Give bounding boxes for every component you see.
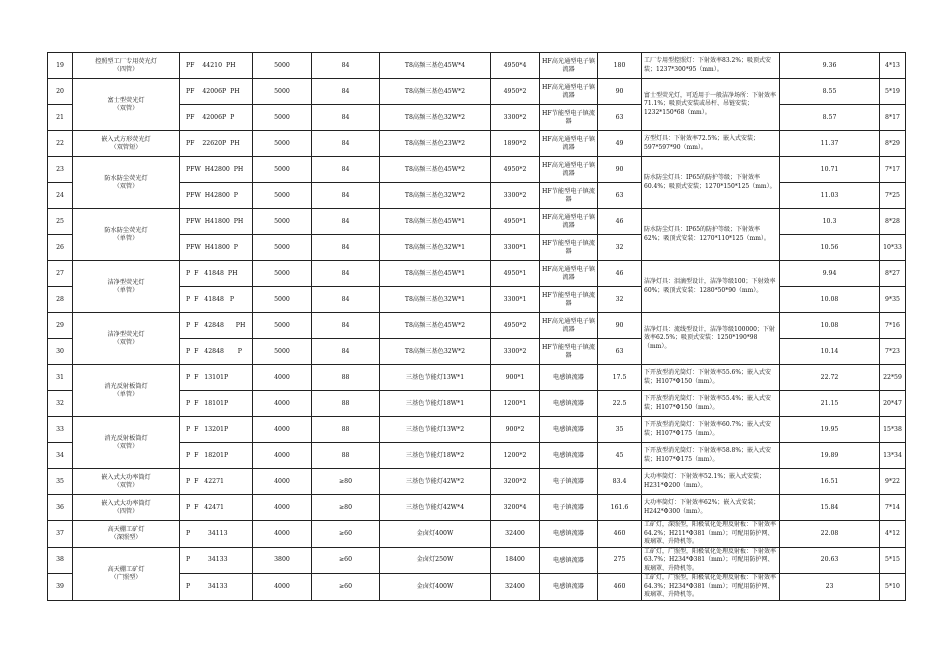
cell-eff: 22.72 <box>780 365 880 391</box>
cell-desc: 富士型荧光灯，可适用于一般洁净场所：下射效率71.1%；吸顶式安装或吊杆、吊链安装；1232*150*68（mm）。 <box>642 79 780 131</box>
cell-no: 20 <box>48 79 73 105</box>
cell-eff: 23 <box>780 574 880 601</box>
cell-ballast: HF节能型电子镇流器 <box>540 183 598 209</box>
cell-ballast: 电子镇流器 <box>540 469 598 495</box>
cell-ct: 5000 <box>253 261 312 287</box>
table-row <box>48 131 906 157</box>
cell-eff: 8.55 <box>780 79 880 105</box>
cell-name: 洁净型荧光灯 （单管） <box>73 261 180 313</box>
cell-lumen: 32400 <box>491 574 540 601</box>
cell-lamp: T8高频三基色45W*2 <box>380 157 491 183</box>
cell-ra: 84 <box>312 261 380 287</box>
cell-no: 25 <box>48 209 73 235</box>
cell-power: 90 <box>598 313 642 339</box>
table-row <box>48 79 906 105</box>
table-row <box>48 547 906 574</box>
cell-name: 消光反射板筒灯 （单管） <box>73 365 180 417</box>
cell-ct: 5000 <box>253 131 312 157</box>
cell-lamp: 金卤灯400W <box>380 574 491 601</box>
cell-no: 26 <box>48 235 73 261</box>
cell-eff: 19.89 <box>780 443 880 469</box>
cell-name: 富士型荧光灯 （双管） <box>73 79 180 131</box>
cell-ballast: 电感镇流器 <box>540 521 598 548</box>
cell-qty: 10*33 <box>880 235 906 261</box>
cell-eff: 10.56 <box>780 235 880 261</box>
cell-lamp: 三基色节能灯18W*1 <box>380 391 491 417</box>
cell-power: 180 <box>598 53 642 79</box>
cell-lamp: 三基色节能灯13W*1 <box>380 365 491 391</box>
cell-name: 高天棚工矿灯 （广照型） <box>73 547 180 600</box>
cell-ct: 4000 <box>253 469 312 495</box>
cell-no: 27 <box>48 261 73 287</box>
cell-lamp: T8高频三基色45W*2 <box>380 313 491 339</box>
cell-lumen: 3200*2 <box>491 469 540 495</box>
cell-ct: 4000 <box>253 495 312 521</box>
cell-qty: 7*16 <box>880 313 906 339</box>
cell-lumen: 3300*1 <box>491 287 540 313</box>
cell-desc: 下开放型消光筒灯：下射效率55.4%；嵌入式安装；H107*Φ150（mm）。 <box>642 391 780 417</box>
cell-ra: ≥60 <box>312 521 380 548</box>
cell-ra: ≥60 <box>312 547 380 574</box>
cell-eff: 10.08 <box>780 287 880 313</box>
cell-model: P F 42848 P <box>180 339 253 365</box>
cell-power: 90 <box>598 157 642 183</box>
cell-no: 22 <box>48 131 73 157</box>
cell-model: P F 42848 PH <box>180 313 253 339</box>
cell-lamp: T8高频三基色23W*2 <box>380 131 491 157</box>
cell-lumen: 900*2 <box>491 417 540 443</box>
cell-ct: 5000 <box>253 313 312 339</box>
cell-desc: 下开放型消光筒灯：下射效率60.7%；嵌入式安装；H107*Φ175（mm）。 <box>642 417 780 443</box>
cell-model: PFW H42800 P <box>180 183 253 209</box>
cell-no: 28 <box>48 287 73 313</box>
cell-desc: 洁净灯具：泪滴型设计，洁净等级100；下射效率60%；吸顶式安装：1280*50*90（mm）。 <box>642 261 780 313</box>
cell-eff: 9.94 <box>780 261 880 287</box>
cell-model: P 34113 <box>180 521 253 548</box>
cell-ra: 84 <box>312 313 380 339</box>
cell-ballast: HF高光通型电子镇流器 <box>540 53 598 79</box>
cell-ballast: HF节能型电子镇流器 <box>540 105 598 131</box>
cell-no: 34 <box>48 443 73 469</box>
cell-ballast: 电感镇流器 <box>540 391 598 417</box>
cell-desc: 工矿灯，广照型，阳极氧化处理反射板：下射效率64.3%；H234*Φ381（mm）；可配用防护网、玻璃罩、升降机等。 <box>642 574 780 601</box>
cell-qty: 9*22 <box>880 469 906 495</box>
cell-ballast: 电感镇流器 <box>540 547 598 574</box>
cell-qty: 7*25 <box>880 183 906 209</box>
cell-lumen: 4950*2 <box>491 313 540 339</box>
cell-model: P F 13101P <box>180 365 253 391</box>
cell-power: 17.5 <box>598 365 642 391</box>
cell-qty: 8*27 <box>880 261 906 287</box>
cell-ct: 5000 <box>253 235 312 261</box>
cell-desc: 下开放型消光筒灯：下射效率58.8%；嵌入式安装；H107*Φ175（mm）。 <box>642 443 780 469</box>
cell-eff: 11.03 <box>780 183 880 209</box>
cell-ra: ≥80 <box>312 469 380 495</box>
cell-qty: 9*35 <box>880 287 906 313</box>
cell-qty: 7*23 <box>880 339 906 365</box>
cell-eff: 22.08 <box>780 521 880 548</box>
cell-no: 39 <box>48 574 73 601</box>
cell-model: P 34133 <box>180 574 253 601</box>
cell-qty: 5*19 <box>880 79 906 105</box>
table-row <box>48 313 906 339</box>
cell-no: 33 <box>48 417 73 443</box>
cell-model: PF 44210 PH <box>180 53 253 79</box>
cell-ra: 84 <box>312 339 380 365</box>
cell-ra: 84 <box>312 79 380 105</box>
cell-qty: 8*28 <box>880 209 906 235</box>
cell-ballast: HF节能型电子镇流器 <box>540 235 598 261</box>
cell-ra: 88 <box>312 443 380 469</box>
cell-lamp: T8高频三基色45W*4 <box>380 53 491 79</box>
cell-ra: 84 <box>312 157 380 183</box>
cell-power: 49 <box>598 131 642 157</box>
cell-eff: 16.51 <box>780 469 880 495</box>
cell-lumen: 3300*1 <box>491 235 540 261</box>
cell-name: 高天棚工矿灯 （深照型） <box>73 521 180 548</box>
cell-lamp: 金卤灯250W <box>380 547 491 574</box>
cell-eff: 11.37 <box>780 131 880 157</box>
cell-lamp: T8高频三基色45W*2 <box>380 79 491 105</box>
cell-ct: 5000 <box>253 53 312 79</box>
cell-name: 防水防尘荧光灯 （单管） <box>73 209 180 261</box>
cell-ct: 4000 <box>253 391 312 417</box>
cell-qty: 8*17 <box>880 105 906 131</box>
cell-name: 洁净型荧光灯 （双管） <box>73 313 180 365</box>
cell-power: 63 <box>598 339 642 365</box>
cell-power: 63 <box>598 183 642 209</box>
cell-ballast: 电子镇流器 <box>540 495 598 521</box>
cell-ct: 4000 <box>253 521 312 548</box>
table-row <box>48 365 906 391</box>
cell-ballast: HF高光通型电子镇流器 <box>540 209 598 235</box>
cell-power: 22.5 <box>598 391 642 417</box>
cell-desc: 洁净灯具：流线型设计，洁净等级100000；下射效率62.5%；吸顶式安装：1250*190*98（mm）。 <box>642 313 780 365</box>
cell-name: 控照型工厂专用荧光灯 （四管） <box>73 53 180 79</box>
cell-ra: 84 <box>312 131 380 157</box>
cell-model: PF 42006P PH <box>180 79 253 105</box>
cell-lumen: 18400 <box>491 547 540 574</box>
cell-power: 32 <box>598 235 642 261</box>
table-row <box>48 261 906 287</box>
cell-qty: 4*12 <box>880 521 906 548</box>
cell-desc: 工矿灯，广照型，阳极氧化处理反射板：下射效率63.7%；H234*Φ381（mm）；可配用防护网、玻璃罩、升降机等。 <box>642 547 780 574</box>
cell-desc: 下开放型消光筒灯：下射效率55.6%；嵌入式安装；H107*Φ150（mm）。 <box>642 365 780 391</box>
cell-power: 161.6 <box>598 495 642 521</box>
cell-no: 37 <box>48 521 73 548</box>
cell-lumen: 4950*4 <box>491 53 540 79</box>
cell-ra: 84 <box>312 209 380 235</box>
cell-ct: 3800 <box>253 547 312 574</box>
cell-qty: 13*34 <box>880 443 906 469</box>
cell-model: PF 22620P PH <box>180 131 253 157</box>
cell-model: P F 41848 PH <box>180 261 253 287</box>
cell-eff: 20.63 <box>780 547 880 574</box>
cell-no: 30 <box>48 339 73 365</box>
cell-qty: 22*59 <box>880 365 906 391</box>
table-row <box>48 521 906 548</box>
cell-eff: 8.57 <box>780 105 880 131</box>
cell-qty: 7*14 <box>880 495 906 521</box>
cell-power: 460 <box>598 521 642 548</box>
cell-ct: 4000 <box>253 417 312 443</box>
cell-desc: 大功率筒灯：下射效率52.1%；嵌入式安装；H231*Φ200（mm）。 <box>642 469 780 495</box>
cell-model: P F 42271 <box>180 469 253 495</box>
spec-sheet <box>47 52 905 601</box>
cell-power: 46 <box>598 209 642 235</box>
cell-ct: 5000 <box>253 209 312 235</box>
cell-desc: 防水防尘灯具：IP65的防护等级；下射效率62%；吸顶式安装：1270*110*125（mm）。 <box>642 209 780 261</box>
cell-ballast: HF高光通型电子镇流器 <box>540 313 598 339</box>
cell-eff: 10.14 <box>780 339 880 365</box>
cell-no: 36 <box>48 495 73 521</box>
cell-model: PFW H41800 P <box>180 235 253 261</box>
cell-ballast: 电感镇流器 <box>540 574 598 601</box>
cell-power: 32 <box>598 287 642 313</box>
cell-lumen: 3300*2 <box>491 183 540 209</box>
cell-ct: 5000 <box>253 183 312 209</box>
cell-eff: 19.95 <box>780 417 880 443</box>
cell-name: 嵌入式大功率筒灯 （双管） <box>73 469 180 495</box>
cell-model: P F 18101P <box>180 391 253 417</box>
cell-power: 35 <box>598 417 642 443</box>
cell-lamp: T8高频三基色45W*1 <box>380 209 491 235</box>
cell-ct: 5000 <box>253 287 312 313</box>
cell-desc: 工厂专用型控照灯：下射效率83.2%；吸顶式安装；1237*300*95（mm）。 <box>642 53 780 79</box>
cell-model: P 34133 <box>180 547 253 574</box>
cell-power: 46 <box>598 261 642 287</box>
cell-lumen: 1200*1 <box>491 391 540 417</box>
fixture-table <box>47 52 906 601</box>
cell-desc: 工矿灯，深照型，阳极氧化处理反射板：下射效率64.2%；H211*Φ381（mm）；可配用防护网、玻璃罩、升降机等。 <box>642 521 780 548</box>
cell-power: 45 <box>598 443 642 469</box>
cell-power: 275 <box>598 547 642 574</box>
table-row <box>48 469 906 495</box>
cell-lumen: 4950*1 <box>491 209 540 235</box>
cell-ra: 84 <box>312 235 380 261</box>
cell-model: PF 42006P P <box>180 105 253 131</box>
cell-ct: 5000 <box>253 157 312 183</box>
cell-qty: 4*13 <box>880 53 906 79</box>
cell-name: 防水防尘荧光灯 （双管） <box>73 157 180 209</box>
cell-no: 32 <box>48 391 73 417</box>
cell-desc: 大功率筒灯：下射效率62%；嵌入式安装；H242*Φ300（mm）。 <box>642 495 780 521</box>
cell-ballast: HF高光通型电子镇流器 <box>540 79 598 105</box>
cell-ra: 88 <box>312 391 380 417</box>
cell-lamp: T8高频三基色32W*1 <box>380 235 491 261</box>
cell-desc: 方型灯具：下射效率72.5%；嵌入式安装；597*597*90（mm）。 <box>642 131 780 157</box>
cell-ballast: 电感镇流器 <box>540 417 598 443</box>
cell-lumen: 32400 <box>491 521 540 548</box>
cell-lumen: 900*1 <box>491 365 540 391</box>
cell-lamp: T8高频三基色32W*1 <box>380 287 491 313</box>
cell-ra: 84 <box>312 53 380 79</box>
cell-eff: 21.15 <box>780 391 880 417</box>
cell-ra: 88 <box>312 365 380 391</box>
cell-lumen: 1890*2 <box>491 131 540 157</box>
cell-qty: 5*15 <box>880 547 906 574</box>
cell-ct: 5000 <box>253 105 312 131</box>
cell-lamp: T8高频三基色32W*2 <box>380 339 491 365</box>
cell-ra: ≥60 <box>312 574 380 601</box>
table-row <box>48 209 906 235</box>
cell-model: P F 42471 <box>180 495 253 521</box>
cell-no: 31 <box>48 365 73 391</box>
cell-lamp: 三基色节能灯42W*2 <box>380 469 491 495</box>
cell-lumen: 1200*2 <box>491 443 540 469</box>
cell-no: 35 <box>48 469 73 495</box>
cell-lumen: 4950*2 <box>491 79 540 105</box>
cell-lumen: 3300*2 <box>491 105 540 131</box>
cell-model: PFW H42800 PH <box>180 157 253 183</box>
cell-eff: 10.3 <box>780 209 880 235</box>
cell-no: 21 <box>48 105 73 131</box>
cell-lamp: 三基色节能灯13W*2 <box>380 417 491 443</box>
cell-model: PFW H41800 PH <box>180 209 253 235</box>
cell-name: 嵌入式方形荧光灯 （双管短） <box>73 131 180 157</box>
cell-ballast: HF高光通型电子镇流器 <box>540 261 598 287</box>
cell-model: P F 41848 P <box>180 287 253 313</box>
cell-ballast: HF节能型电子镇流器 <box>540 287 598 313</box>
cell-power: 460 <box>598 574 642 601</box>
cell-lamp: 三基色节能灯18W*2 <box>380 443 491 469</box>
cell-power: 83.4 <box>598 469 642 495</box>
cell-no: 24 <box>48 183 73 209</box>
cell-power: 63 <box>598 105 642 131</box>
cell-eff: 15.84 <box>780 495 880 521</box>
cell-ra: 84 <box>312 183 380 209</box>
cell-ct: 4000 <box>253 365 312 391</box>
cell-lumen: 3200*4 <box>491 495 540 521</box>
cell-ra: 84 <box>312 105 380 131</box>
cell-lamp: 金卤灯400W <box>380 521 491 548</box>
table-row <box>48 495 906 521</box>
cell-ct: 4000 <box>253 574 312 601</box>
cell-ballast: 电感镇流器 <box>540 443 598 469</box>
cell-lumen: 3300*2 <box>491 339 540 365</box>
cell-ballast: 电感镇流器 <box>540 365 598 391</box>
cell-eff: 10.08 <box>780 313 880 339</box>
cell-model: P F 13201P <box>180 417 253 443</box>
cell-lamp: 三基色节能灯42W*4 <box>380 495 491 521</box>
cell-no: 23 <box>48 157 73 183</box>
cell-ct: 5000 <box>253 79 312 105</box>
cell-ballast: HF高光通型电子镇流器 <box>540 157 598 183</box>
table-row <box>48 417 906 443</box>
cell-ballast: HF高光通型电子镇流器 <box>540 131 598 157</box>
cell-qty: 15*38 <box>880 417 906 443</box>
cell-eff: 10.71 <box>780 157 880 183</box>
cell-desc: 防水防尘灯具：IP65的防护等级；下射效率60.4%；吸顶式安装；1270*150*125（mm）。 <box>642 157 780 209</box>
table-row <box>48 157 906 183</box>
cell-ct: 4000 <box>253 443 312 469</box>
cell-lumen: 4950*2 <box>491 157 540 183</box>
cell-ra: 84 <box>312 287 380 313</box>
cell-no: 29 <box>48 313 73 339</box>
cell-eff: 9.36 <box>780 53 880 79</box>
table-row <box>48 53 906 79</box>
cell-power: 90 <box>598 79 642 105</box>
cell-name: 嵌入式大功率筒灯 （四管） <box>73 495 180 521</box>
cell-qty: 20*47 <box>880 391 906 417</box>
cell-qty: 7*17 <box>880 157 906 183</box>
cell-name: 消光反射板筒灯 （双管） <box>73 417 180 469</box>
cell-lumen: 4950*1 <box>491 261 540 287</box>
cell-lamp: T8高频三基色32W*2 <box>380 105 491 131</box>
cell-ra: 88 <box>312 417 380 443</box>
cell-model: P F 18201P <box>180 443 253 469</box>
cell-qty: 8*29 <box>880 131 906 157</box>
cell-no: 38 <box>48 547 73 574</box>
cell-lamp: T8高频三基色32W*2 <box>380 183 491 209</box>
cell-ct: 5000 <box>253 339 312 365</box>
cell-ra: ≥80 <box>312 495 380 521</box>
cell-lamp: T8高频三基色45W*1 <box>380 261 491 287</box>
cell-qty: 5*10 <box>880 574 906 601</box>
cell-ballast: HF节能型电子镇流器 <box>540 339 598 365</box>
cell-no: 19 <box>48 53 73 79</box>
